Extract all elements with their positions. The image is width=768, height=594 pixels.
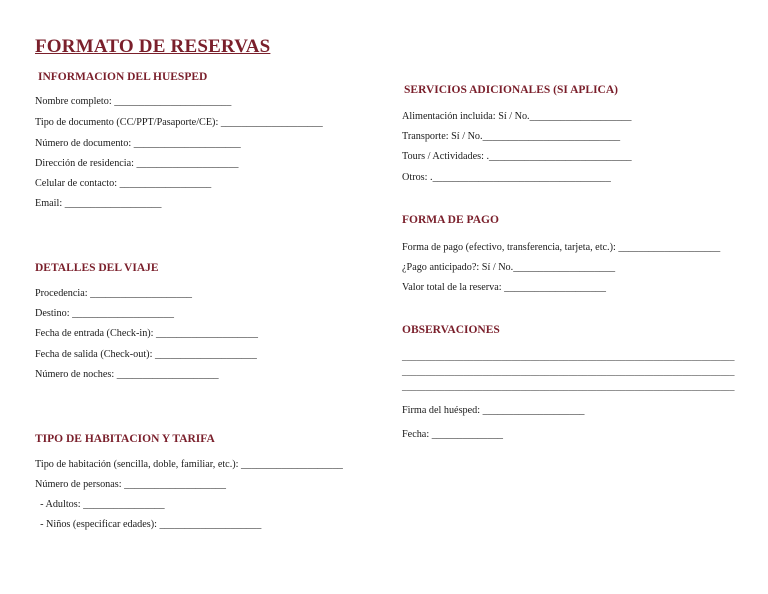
field-tipo-documento: Tipo de documento (CC/PPT/Pasaporte/CE): ____________________ [35, 117, 323, 128]
section-heading-servicios: SERVICIOS ADICIONALES (SI APLICA) [404, 84, 618, 96]
field-alimentacion: Alimentación incluida: Sí / No.____________________ [402, 111, 632, 122]
field-transporte: Transporte: Sí / No.___________________________ [402, 131, 621, 142]
field-adultos: - Adultos: ________________ [35, 499, 165, 510]
section-heading-huesped: INFORMACION DEL HUESPED [38, 71, 208, 83]
field-numero-documento: Número de documento: _____________________ [35, 138, 241, 149]
field-noches: Número de noches: ____________________ [35, 369, 219, 380]
field-tours: Tours / Actividades: .____________________________ [402, 151, 632, 162]
field-forma-pago: Forma de pago (efectivo, transferencia, tarjeta, etc.): ____________________ [402, 242, 721, 253]
section-heading-observaciones: OBSERVACIONES [402, 324, 500, 336]
field-direccion: Dirección de residencia: ____________________ [35, 158, 239, 169]
field-valor-total: Valor total de la reserva: ____________________ [402, 282, 606, 293]
field-check-in: Fecha de entrada (Check-in): ____________________ [35, 328, 258, 339]
field-procedencia: Procedencia: ____________________ [35, 288, 193, 299]
field-nombre: Nombre completo: _______________________ [35, 96, 232, 107]
field-celular: Celular de contacto: __________________ [35, 178, 212, 189]
section-heading-habitacion: TIPO DE HABITACION Y TARIFA [35, 433, 215, 445]
observaciones-line-3: ______________________________________________________________________ [402, 383, 735, 393]
field-fecha: Fecha: ______________ [402, 429, 504, 440]
field-destino: Destino: ____________________ [35, 308, 174, 319]
page-title: FORMATO DE RESERVAS [35, 36, 271, 57]
field-email: Email: ___________________ [35, 198, 162, 209]
field-numero-personas: Número de personas: ____________________ [35, 479, 226, 490]
field-check-out: Fecha de salida (Check-out): ____________________ [35, 349, 257, 360]
field-pago-anticipado: ¿Pago anticipado?: Sí / No.____________________ [402, 262, 616, 273]
section-heading-viaje: DETALLES DEL VIAJE [35, 262, 159, 274]
observaciones-line-1: ______________________________________________________________________ [402, 353, 735, 363]
field-tipo-habitacion: Tipo de habitación (sencilla, doble, familiar, etc.): ____________________ [35, 459, 343, 470]
field-firma: Firma del huésped: ____________________ [402, 405, 585, 416]
field-otros: Otros: .___________________________________ [402, 172, 611, 183]
field-ninos: - Niños (especificar edades): ____________________ [35, 519, 262, 530]
observaciones-line-2: ______________________________________________________________________ [402, 368, 735, 378]
section-heading-pago: FORMA DE PAGO [402, 214, 499, 226]
